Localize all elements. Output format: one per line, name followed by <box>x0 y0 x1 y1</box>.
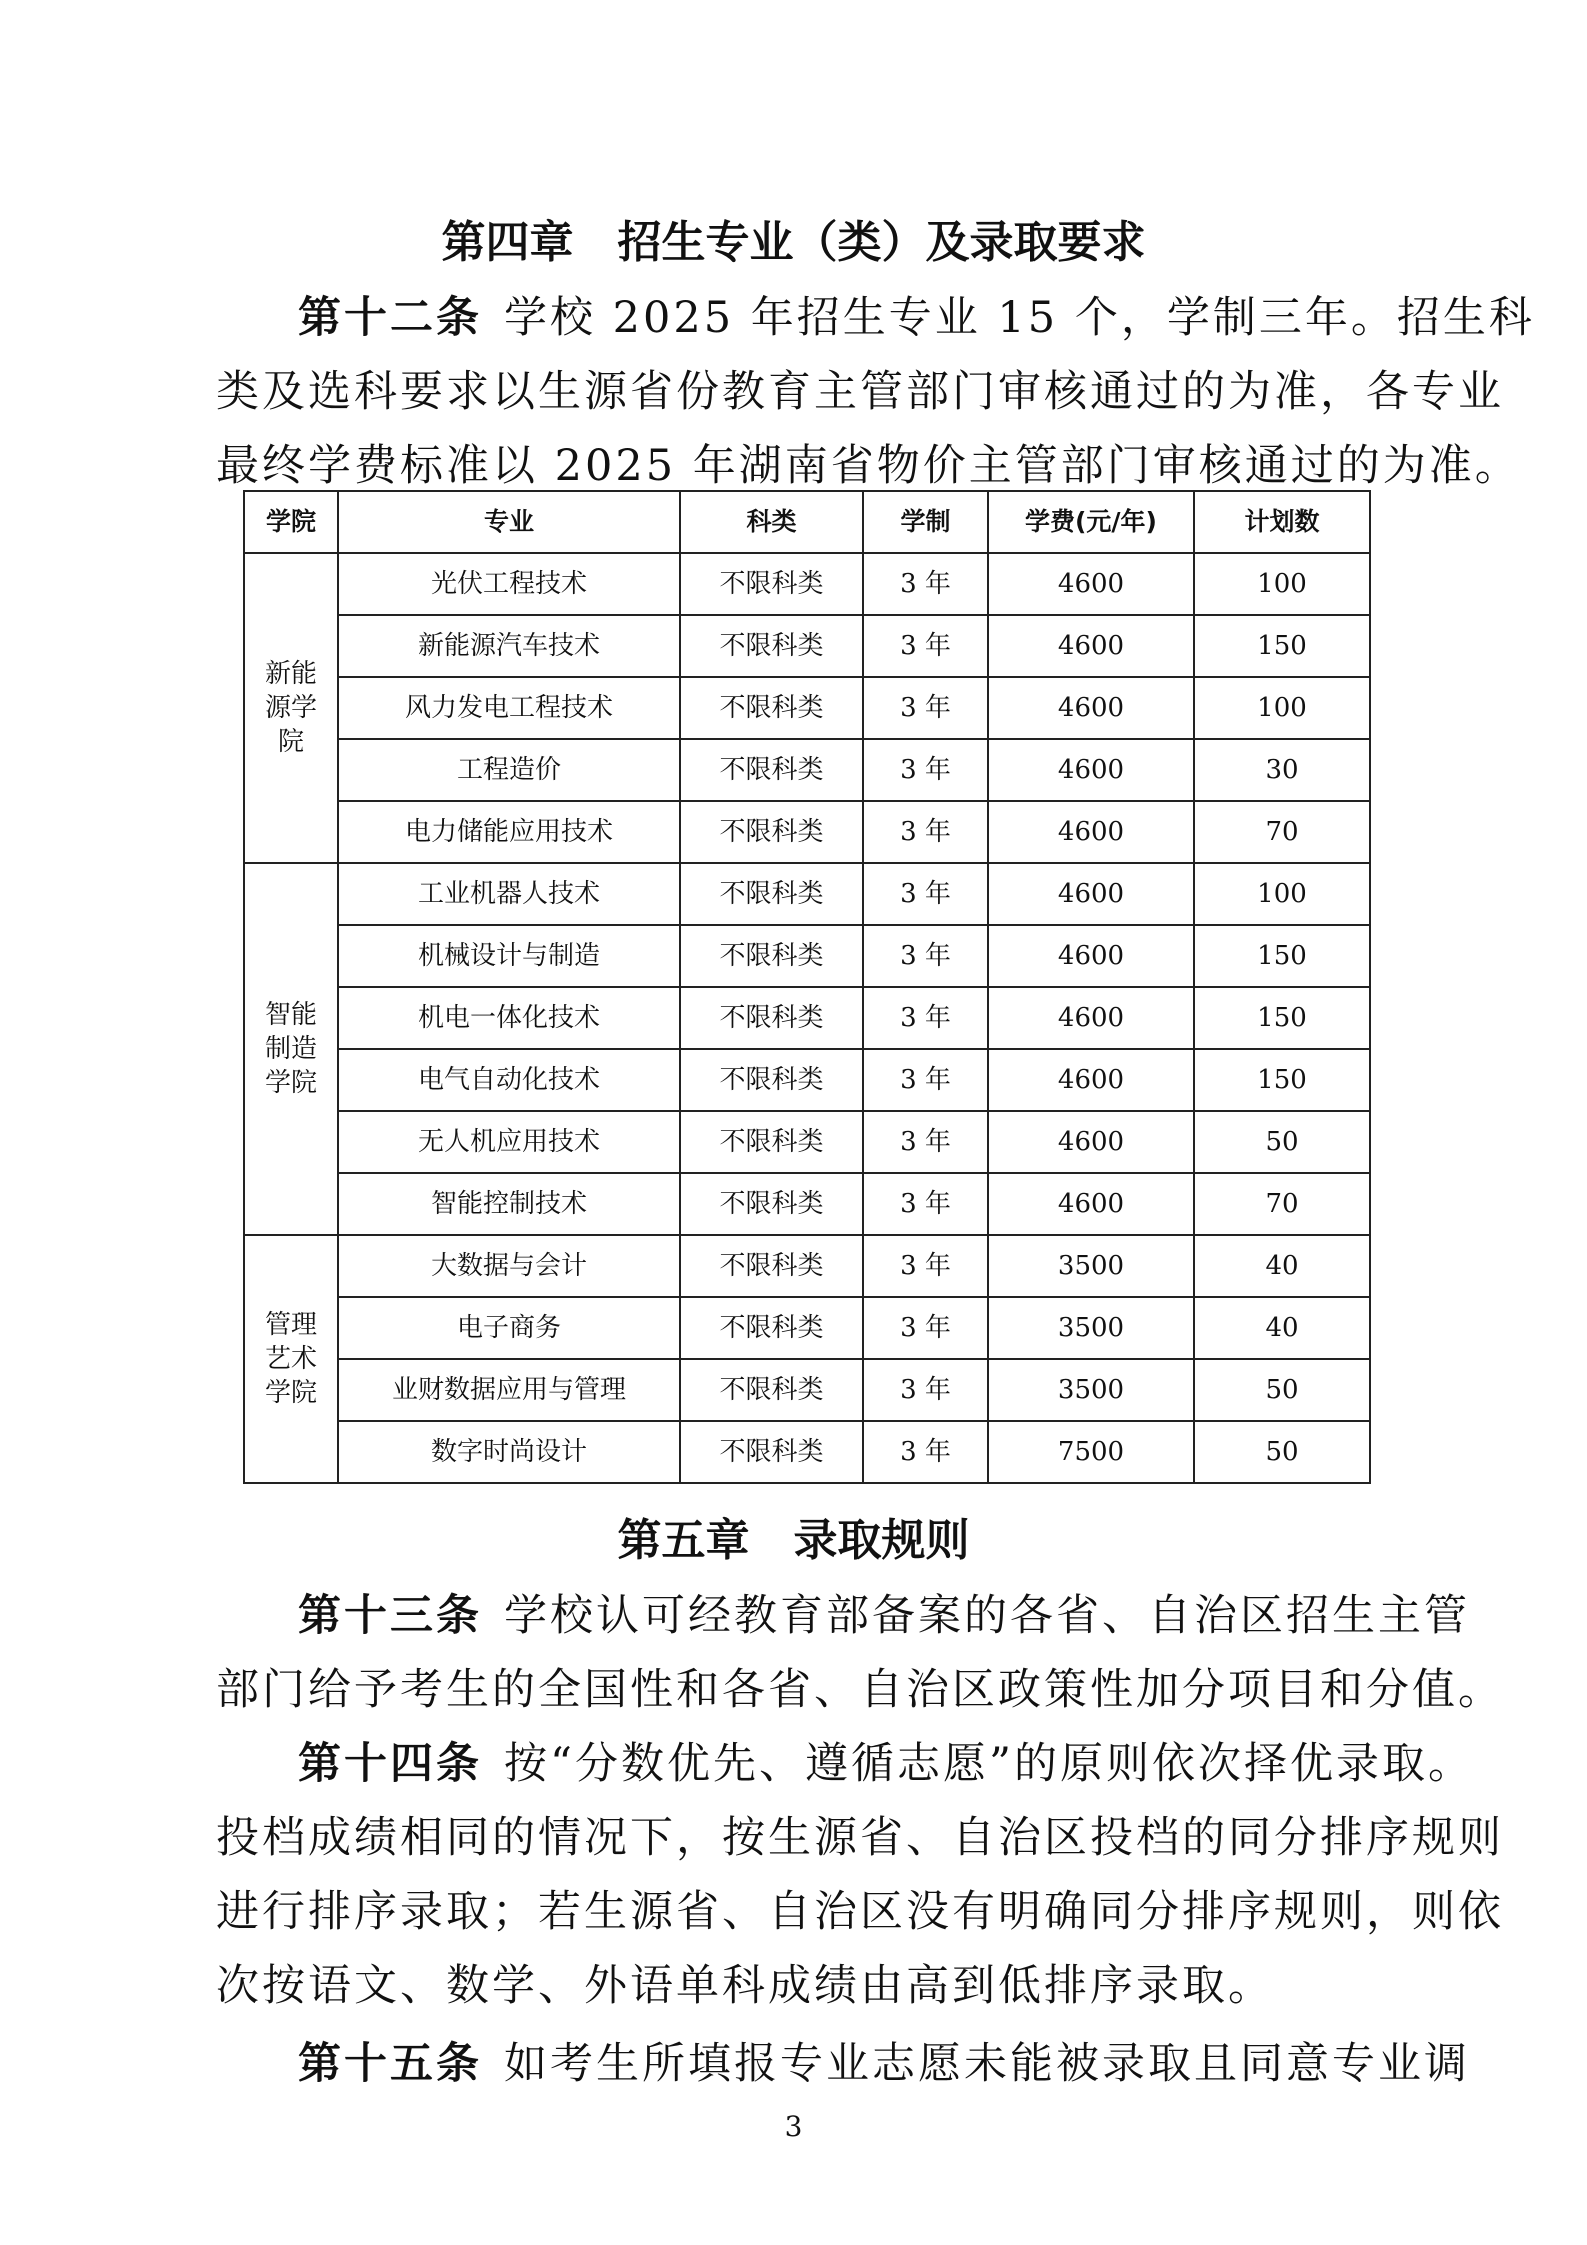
major-cell: 风力发电工程技术 <box>338 677 680 739</box>
header-plan: 计划数 <box>1194 491 1370 553</box>
major-cell: 业财数据应用与管理 <box>338 1359 680 1421</box>
fee-cell: 3500 <box>988 1297 1194 1359</box>
category-cell: 不限科类 <box>680 1173 863 1235</box>
fee-cell: 7500 <box>988 1421 1194 1483</box>
category-cell: 不限科类 <box>680 1049 863 1111</box>
fee-cell: 4600 <box>988 1049 1194 1111</box>
chapter-4-title: 第四章 招生专业（类）及录取要求 <box>441 217 1146 268</box>
category-cell: 不限科类 <box>680 615 863 677</box>
table-row <box>244 1421 1370 1483</box>
major-cell: 工业机器人技术 <box>338 863 680 925</box>
table-row <box>244 615 1370 677</box>
category-cell: 不限科类 <box>680 553 863 615</box>
header-fee: 学费(元/年) <box>988 491 1194 553</box>
plan-cell: 40 <box>1194 1297 1370 1359</box>
article-12-line-3: 最终学费标准以 2025 年湖南省物价主管部门审核通过的为准。 <box>216 441 1521 491</box>
table-row <box>244 863 1370 925</box>
major-cell: 电气自动化技术 <box>338 1049 680 1111</box>
duration-cell: 3 年 <box>863 987 988 1049</box>
article-13-line-1 <box>298 1582 1470 1643</box>
plan-cell: 50 <box>1194 1111 1370 1173</box>
major-cell: 智能控制技术 <box>338 1173 680 1235</box>
plan-cell: 100 <box>1194 677 1370 739</box>
enrollment-plan-table <box>243 490 1371 1484</box>
plan-cell: 70 <box>1194 1173 1370 1235</box>
table-row <box>244 1049 1370 1111</box>
category-cell: 不限科类 <box>680 1111 863 1173</box>
table-row <box>244 1111 1370 1173</box>
plan-cell: 30 <box>1194 739 1370 801</box>
major-cell: 工程造价 <box>338 739 680 801</box>
article-14-line-2: 投档成绩相同的情况下，按生源省、自治区投档的同分排序规则 <box>216 1813 1504 1863</box>
article-12-label: 第十二条 <box>298 293 482 343</box>
plan-cell: 100 <box>1194 553 1370 615</box>
duration-cell: 3 年 <box>863 925 988 987</box>
header-major: 专业 <box>338 491 680 553</box>
duration-cell: 3 年 <box>863 739 988 801</box>
fee-cell: 4600 <box>988 987 1194 1049</box>
major-cell: 电子商务 <box>338 1297 680 1359</box>
category-cell: 不限科类 <box>680 925 863 987</box>
category-cell: 不限科类 <box>680 801 863 863</box>
article-15-label: 第十五条 <box>298 2039 482 2089</box>
category-cell: 不限科类 <box>680 677 863 739</box>
header-category: 科类 <box>680 491 863 553</box>
college-name: 新能源学院 <box>264 659 317 757</box>
table-row <box>244 801 1370 863</box>
fee-cell: 4600 <box>988 1173 1194 1235</box>
major-cell: 机电一体化技术 <box>338 987 680 1049</box>
table-row <box>244 925 1370 987</box>
page-number: 3 <box>784 2110 803 2143</box>
major-cell: 电力储能应用技术 <box>338 801 680 863</box>
duration-cell: 3 年 <box>863 1173 988 1235</box>
article-14-line-1 <box>298 1730 1474 1791</box>
article-13-label: 第十三条 <box>298 1591 482 1641</box>
college-name: 管理艺术学院 <box>264 1310 317 1408</box>
plan-cell: 150 <box>1194 987 1370 1049</box>
duration-cell: 3 年 <box>863 1359 988 1421</box>
major-cell: 数字时尚设计 <box>338 1421 680 1483</box>
plan-cell: 150 <box>1194 925 1370 987</box>
duration-cell: 3 年 <box>863 677 988 739</box>
duration-cell: 3 年 <box>863 1421 988 1483</box>
article-12-text-1: 学校 2025 年招生专业 15 个，学制三年。招生科 <box>504 293 1535 343</box>
fee-cell: 4600 <box>988 863 1194 925</box>
college-name: 智能制造学院 <box>264 1000 317 1098</box>
duration-cell: 3 年 <box>863 1297 988 1359</box>
major-cell: 大数据与会计 <box>338 1235 680 1297</box>
fee-cell: 4600 <box>988 553 1194 615</box>
article-15-text-1: 如考生所填报专业志愿未能被录取且同意专业调 <box>504 2039 1470 2089</box>
header-duration: 学制 <box>863 491 988 553</box>
article-15-line-1 <box>298 2030 1470 2091</box>
duration-cell: 3 年 <box>863 801 988 863</box>
fee-cell: 4600 <box>988 801 1194 863</box>
duration-cell: 3 年 <box>863 1049 988 1111</box>
plan-cell: 40 <box>1194 1235 1370 1297</box>
fee-cell: 4600 <box>988 925 1194 987</box>
fee-cell: 4600 <box>988 615 1194 677</box>
table-header-row <box>244 491 1370 553</box>
plan-cell: 150 <box>1194 615 1370 677</box>
fee-cell: 4600 <box>988 677 1194 739</box>
table-row <box>244 1173 1370 1235</box>
category-cell: 不限科类 <box>680 1421 863 1483</box>
major-cell: 光伏工程技术 <box>338 553 680 615</box>
article-14-label: 第十四条 <box>298 1739 482 1789</box>
plan-cell: 50 <box>1194 1421 1370 1483</box>
plan-cell: 150 <box>1194 1049 1370 1111</box>
category-cell: 不限科类 <box>680 863 863 925</box>
plan-cell: 50 <box>1194 1359 1370 1421</box>
article-13-text-1: 学校认可经教育部备案的各省、自治区招生主管 <box>504 1591 1470 1641</box>
category-cell: 不限科类 <box>680 1235 863 1297</box>
duration-cell: 3 年 <box>863 615 988 677</box>
college-cell <box>244 553 338 863</box>
article-14-line-3: 进行排序录取；若生源省、自治区没有明确同分排序规则，则依 <box>216 1887 1504 1937</box>
category-cell: 不限科类 <box>680 1359 863 1421</box>
fee-cell: 4600 <box>988 739 1194 801</box>
category-cell: 不限科类 <box>680 987 863 1049</box>
table-row <box>244 987 1370 1049</box>
table-row <box>244 739 1370 801</box>
article-12-line-1 <box>298 284 1535 345</box>
college-cell <box>244 1235 338 1483</box>
plan-cell: 70 <box>1194 801 1370 863</box>
category-cell: 不限科类 <box>680 1297 863 1359</box>
major-cell: 无人机应用技术 <box>338 1111 680 1173</box>
article-12-line-2: 类及选科要求以生源省份教育主管部门审核通过的为准，各专业 <box>216 367 1504 417</box>
table-row <box>244 553 1370 615</box>
header-college: 学院 <box>244 491 338 553</box>
major-cell: 新能源汽车技术 <box>338 615 680 677</box>
duration-cell: 3 年 <box>863 1111 988 1173</box>
plan-cell: 100 <box>1194 863 1370 925</box>
fee-cell: 3500 <box>988 1235 1194 1297</box>
fee-cell: 3500 <box>988 1359 1194 1421</box>
college-cell <box>244 863 338 1235</box>
category-cell: 不限科类 <box>680 739 863 801</box>
table-row <box>244 677 1370 739</box>
major-cell: 机械设计与制造 <box>338 925 680 987</box>
table-row <box>244 1235 1370 1297</box>
chapter-5-title: 第五章 录取规则 <box>617 1515 970 1566</box>
fee-cell: 4600 <box>988 1111 1194 1173</box>
table-row <box>244 1297 1370 1359</box>
article-13-line-2: 部门给予考生的全国性和各省、自治区政策性加分项目和分值。 <box>216 1665 1504 1715</box>
table-row <box>244 1359 1370 1421</box>
duration-cell: 3 年 <box>863 1235 988 1297</box>
article-14-line-4: 次按语文、数学、外语单科成绩由高到低排序录取。 <box>216 1961 1274 2011</box>
article-14-text-1: 按“分数优先、遵循志愿”的原则依次择优录取。 <box>504 1739 1474 1789</box>
duration-cell: 3 年 <box>863 863 988 925</box>
duration-cell: 3 年 <box>863 553 988 615</box>
